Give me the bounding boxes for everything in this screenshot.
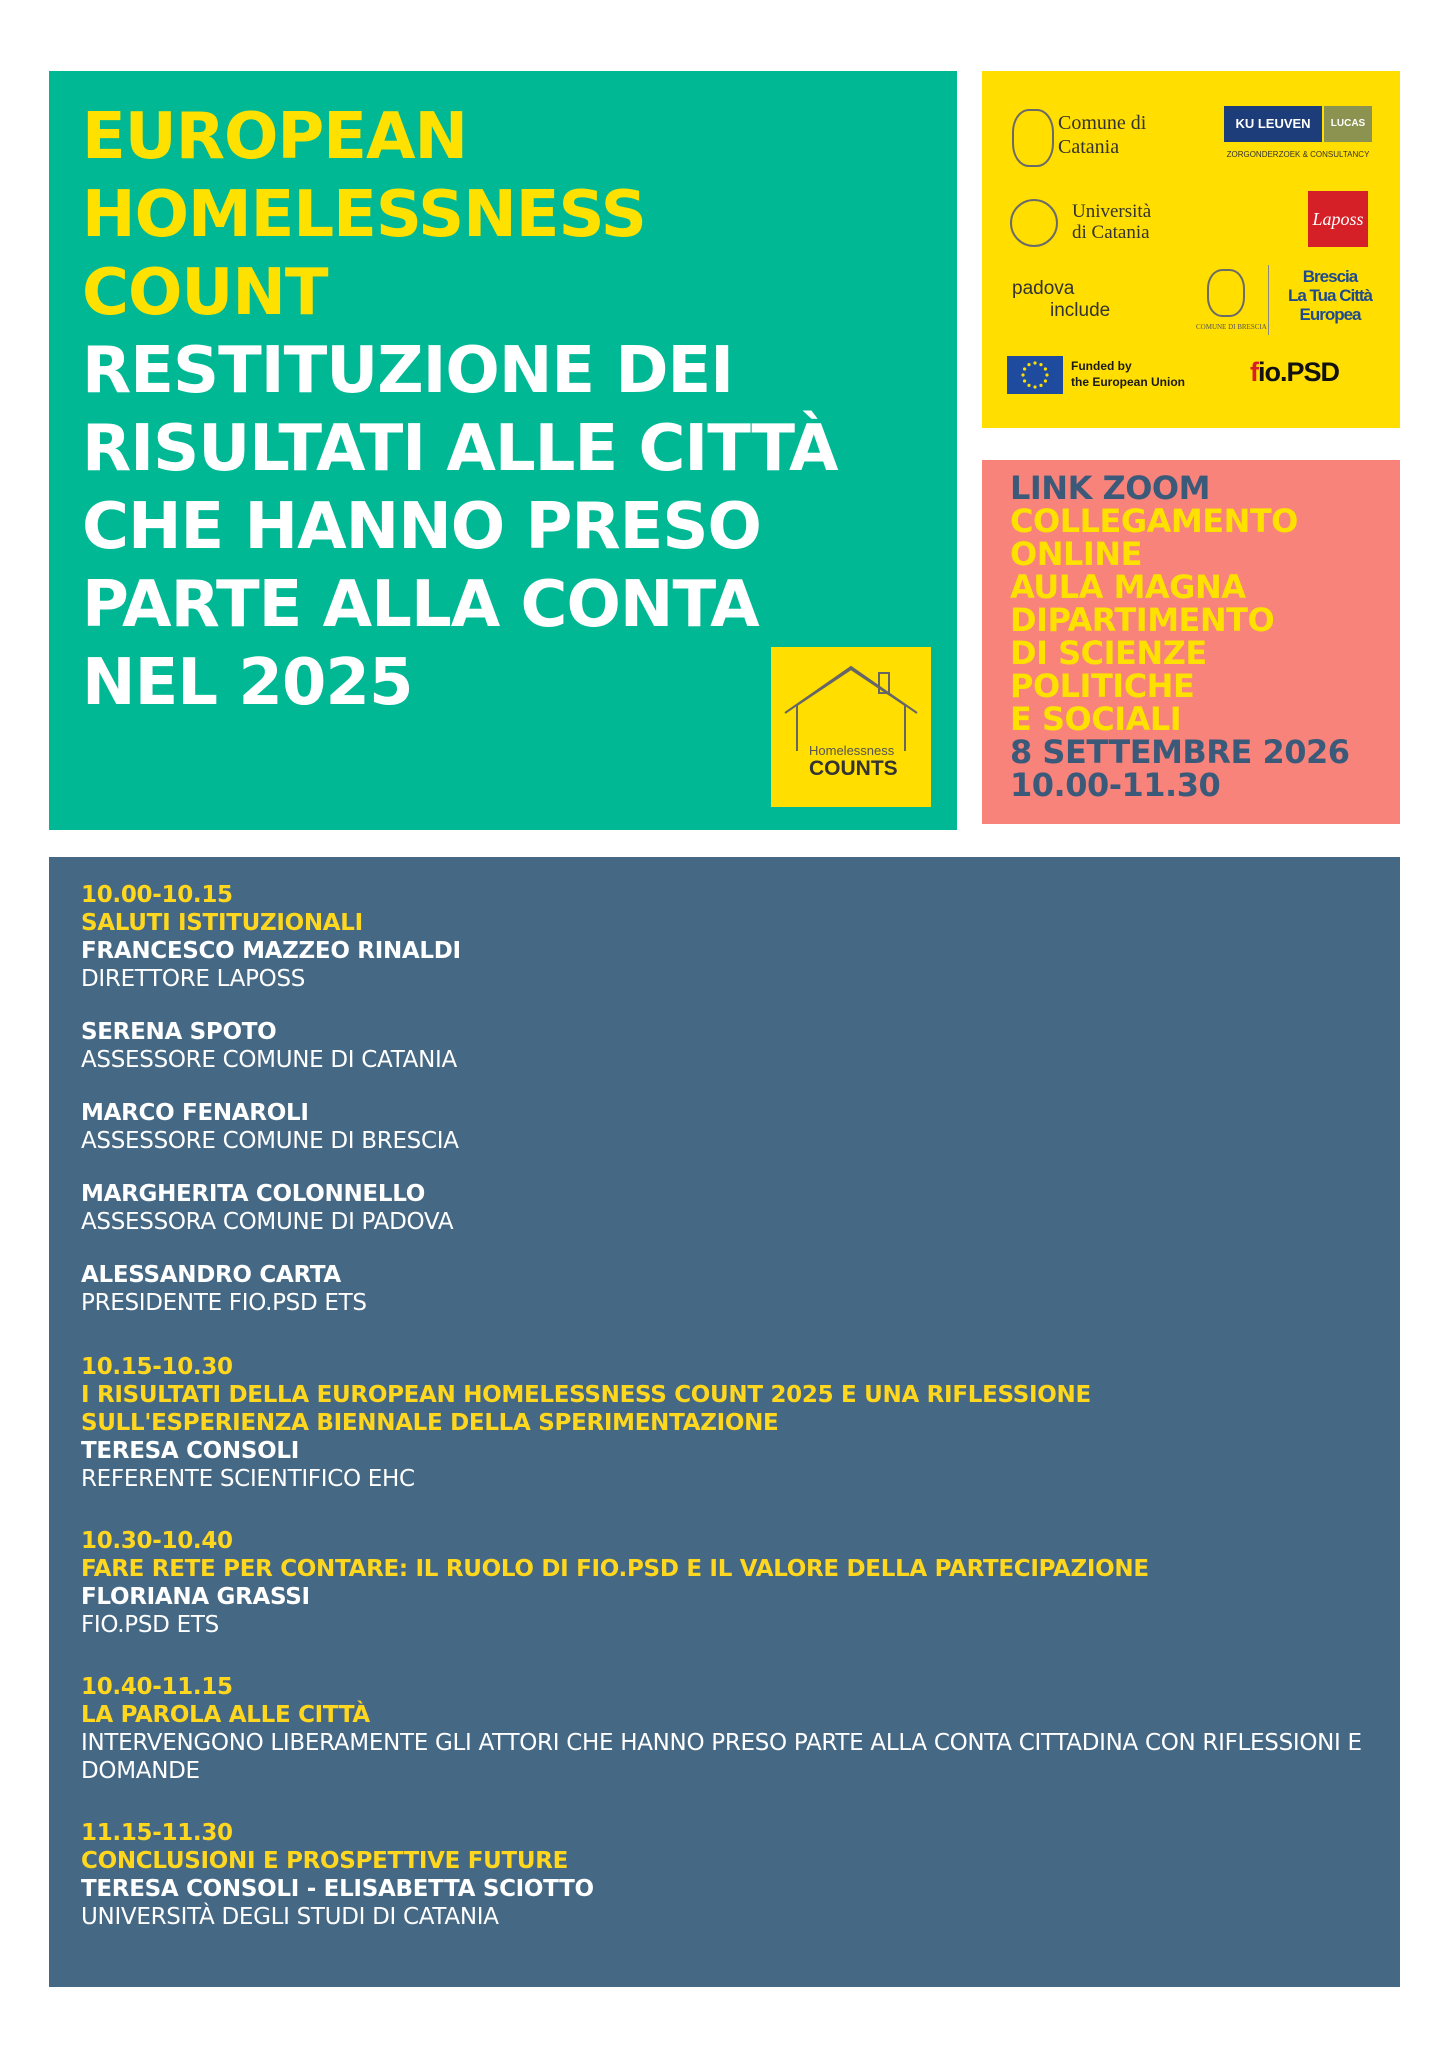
- logo-text: Comune di: [1058, 112, 1147, 134]
- logo-text: Europea: [1299, 305, 1361, 324]
- speaker-role: REFERENTE SCIENTIFICO EHC: [81, 1466, 415, 1492]
- session-title: LA PAROLA ALLE CITTÀ: [81, 1702, 370, 1728]
- partner-logos-panel: [982, 71, 1400, 428]
- title-line: HOMELESSNESS: [82, 178, 646, 252]
- session-time: 10.00-10.15: [81, 882, 233, 908]
- session-title: CONCLUSIONI E PROSPETTIVE FUTURE: [81, 1848, 569, 1874]
- logo-text: Funded by: [1071, 359, 1132, 373]
- session-time: 10.40-11.15: [81, 1674, 233, 1700]
- session-title: SALUTI ISTITUZIONALI: [81, 910, 363, 936]
- logo-text: LUCAS: [1324, 106, 1372, 142]
- subtitle-line: CHE HANNO PRESO: [82, 490, 761, 564]
- speaker-name: TERESA CONSOLI - ELISABETTA SCIOTTO: [81, 1876, 594, 1902]
- padova-include-logo: [1012, 278, 1132, 328]
- title-line: COUNT: [82, 256, 328, 330]
- speaker-role: ASSESSORE COMUNE DI BRESCIA: [81, 1128, 459, 1154]
- divider: [1268, 265, 1269, 335]
- session-time: 10.15-10.30: [81, 1354, 233, 1380]
- session-time: 11.15-11.30: [81, 1820, 233, 1846]
- speaker-role: UNIVERSITÀ DEGLI STUDI DI CATANIA: [81, 1904, 499, 1930]
- logo-text: Università: [1072, 201, 1152, 222]
- speaker-name: ALESSANDRO CARTA: [81, 1262, 341, 1288]
- session-title: FARE RETE PER CONTARE: IL RUOLO DI FIO.PSD E IL VALORE DELLA PARTECIPAZIONE: [81, 1556, 1149, 1582]
- speaker-name: TERESA CONSOLI: [81, 1438, 300, 1464]
- speaker-name: FLORIANA GRASSI: [81, 1584, 310, 1610]
- subtitle-line: PARTE ALLA CONTA: [82, 568, 759, 642]
- logo-text: padova: [1012, 278, 1075, 299]
- speaker-name: SERENA SPOTO: [81, 1019, 277, 1045]
- speaker-role: PRESIDENTE FIO.PSD ETS: [81, 1290, 367, 1316]
- info-line: DI SCIENZE: [1010, 634, 1207, 672]
- logo-text: La Tua Città: [1287, 286, 1373, 305]
- logo-text: ZORGONDERZOEK & CONSULTANCY: [1226, 150, 1370, 159]
- logo-text: include: [1050, 300, 1111, 321]
- speaker-name: FRANCESCO MAZZEO RINALDI: [81, 938, 461, 964]
- homelessness-counts-logo: [771, 647, 931, 807]
- info-line: COLLEGAMENTO: [1010, 502, 1298, 540]
- logo-text: COMUNE DI BRESCIA: [1196, 323, 1267, 331]
- session-title: I RISULTATI DELLA EUROPEAN HOMELESSNESS COUNT 2025 E UNA RIFLESSIONE: [81, 1382, 1091, 1408]
- eu-flag-icon: [1007, 356, 1063, 394]
- catania-crest-icon: [1012, 109, 1054, 167]
- event-time: 10.00-11.30: [1010, 766, 1221, 804]
- speaker-role: ASSESSORA COMUNE DI PADOVA: [81, 1209, 454, 1235]
- laposs-logo: Laposs: [1308, 191, 1368, 247]
- unict-logo: [1072, 201, 1151, 243]
- comune-catania-logo: [1058, 111, 1146, 159]
- speaker-name: MARGHERITA COLONNELLO: [81, 1181, 425, 1207]
- logo-text: f: [1250, 357, 1258, 387]
- info-line: DIPARTIMENTO: [1010, 601, 1275, 639]
- event-info-panel: [982, 460, 1400, 824]
- speaker-role: ASSESSORE COMUNE DI CATANIA: [81, 1047, 457, 1073]
- ku-leuven-logo: [1224, 106, 1372, 142]
- title-panel: [49, 71, 957, 830]
- counts-logo-small-text: Homelessness: [809, 743, 895, 758]
- logo-text: io.PSD: [1258, 357, 1340, 387]
- brescia-crest-icon: [1207, 269, 1245, 317]
- info-line: E SOCIALI: [1010, 700, 1182, 738]
- speaker-name: MARCO FENAROLI: [81, 1100, 309, 1126]
- event-date: 8 SETTEMBRE 2026: [1010, 733, 1350, 771]
- zoom-link-label[interactable]: LINK ZOOM: [1010, 469, 1210, 507]
- logo-text: di Catania: [1072, 222, 1150, 243]
- subtitle-line: NEL 2025: [82, 646, 413, 720]
- session-description: DOMANDE: [81, 1758, 200, 1784]
- brescia-logo: [1280, 267, 1380, 324]
- session-title: SULL'ESPERIENZA BIENNALE DELLA SPERIMENTAZIONE: [81, 1410, 779, 1436]
- info-line: POLITICHE: [1010, 667, 1195, 705]
- speaker-role: FIO.PSD ETS: [81, 1612, 219, 1638]
- counts-logo-big-text: COUNTS: [809, 757, 898, 780]
- unict-seal-icon: [1010, 199, 1058, 247]
- speaker-role: DIRETTORE LAPOSS: [81, 966, 306, 992]
- subtitle-line: RISULTATI ALLE CITTÀ: [82, 412, 838, 486]
- logo-text: Catania: [1058, 136, 1120, 158]
- logo-text: Brescia: [1302, 267, 1358, 286]
- house-icon: [783, 663, 919, 753]
- eu-funding-text: [1071, 358, 1185, 390]
- info-line: ONLINE: [1010, 535, 1142, 573]
- logo-text: KU LEUVEN: [1224, 106, 1322, 142]
- fio-psd-logo: [1250, 357, 1339, 388]
- program-panel: [49, 857, 1400, 1987]
- session-description: INTERVENGONO LIBERAMENTE GLI ATTORI CHE HANNO PRESO PARTE ALLA CONTA CITTADINA CON RIFLESSIONI E: [81, 1730, 1362, 1756]
- subtitle-line: RESTITUZIONE DEI: [82, 334, 734, 408]
- logo-text: the European Union: [1071, 375, 1185, 389]
- session-time: 10.30-10.40: [81, 1528, 233, 1554]
- info-line: AULA MAGNA: [1010, 568, 1246, 606]
- title-line: EUROPEAN: [82, 100, 468, 174]
